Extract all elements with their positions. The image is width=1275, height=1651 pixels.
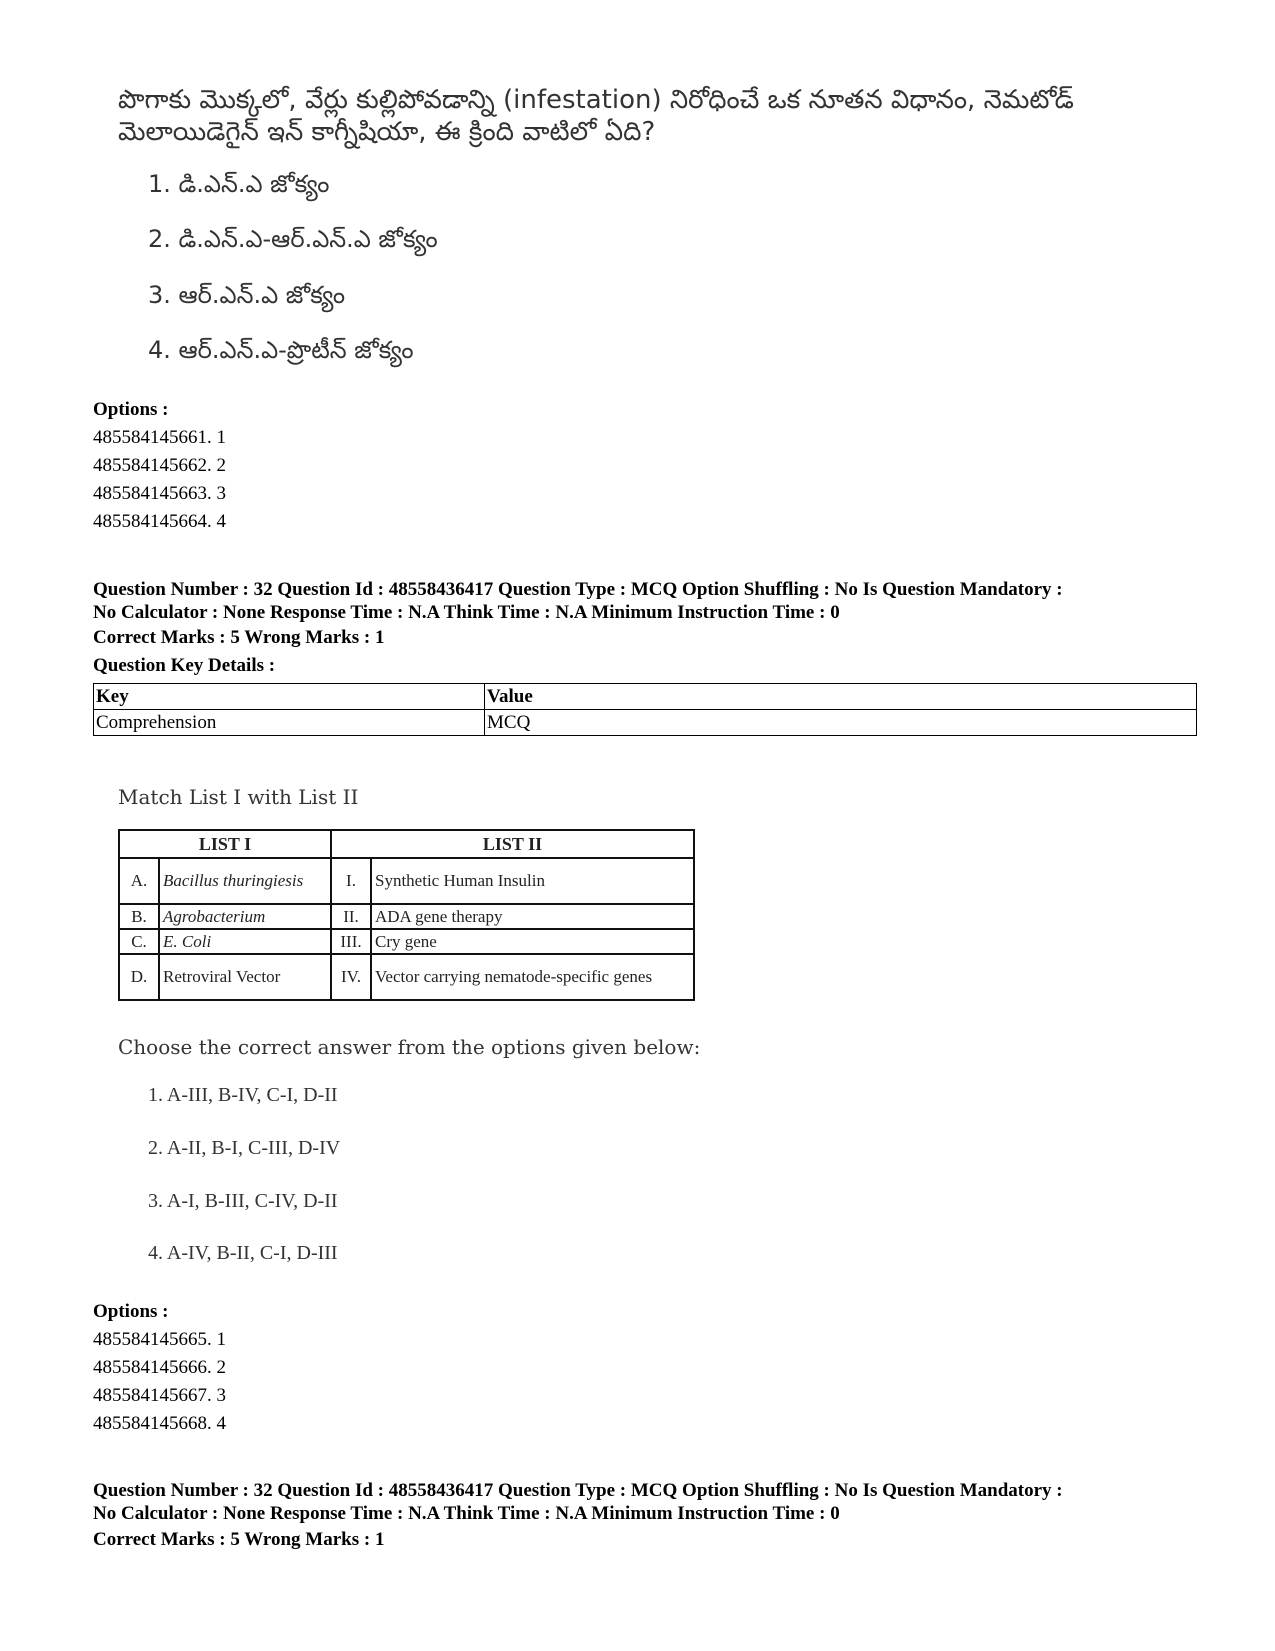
table-row [94, 710, 1197, 736]
key-details-label: Question Key Details : [93, 655, 276, 676]
key-details-table [93, 683, 1197, 736]
list-i-label: C. [119, 929, 159, 954]
table-row [119, 929, 694, 954]
list-ii-item: Synthetic Human Insulin [371, 858, 694, 904]
match-lists-table [118, 829, 695, 1001]
options-label: Options : [93, 399, 169, 420]
list-ii-label: III. [331, 929, 371, 954]
list-i-label: B. [119, 904, 159, 929]
option-id: 485584145662. 2 [93, 455, 226, 476]
question-option: 1. A-III, B-IV, C-I, D-II [148, 1084, 338, 1106]
table-header-row [94, 684, 1197, 710]
list-i-item: Retroviral Vector [159, 954, 331, 1000]
question-meta-line: No Calculator : None Response Time : N.A Think Time : N.A Minimum Instruction Time : 0 [93, 1503, 840, 1524]
question-option: 1. డి.ఎన్.ఎ జోక్యం [148, 170, 330, 198]
question-option: 2. A-II, B-I, C-III, D-IV [148, 1137, 341, 1159]
table-header-cell: Key [94, 684, 485, 710]
question-option: 3. A-I, B-III, C-IV, D-II [148, 1190, 338, 1212]
option-id: 485584145665. 1 [93, 1329, 226, 1350]
question-option: 4. ఆర్.ఎన్.ఎ-ప్రొటీన్ జోక్యం [148, 336, 414, 364]
list-i-item: E. Coli [159, 929, 331, 954]
list-ii-label: IV. [331, 954, 371, 1000]
list-ii-label: I. [331, 858, 371, 904]
match-instruction: Match List I with List II [118, 785, 359, 809]
question-stem-telugu: పొగాకు మొక్కలో, వేర్లు కుల్లిపోవడాన్ని (infestation) నిరోధించే ఒక నూతన విధానం, నెమటోడ్ మెలాయిడెగైన్ ఇన్ కాగ్నీషియా, ఈ క్రింది వాటిలో ఏది? [118, 85, 1074, 147]
list-i-item: Agrobacterium [159, 904, 331, 929]
question-meta-line: No Calculator : None Response Time : N.A Think Time : N.A Minimum Instruction Time : 0 [93, 602, 840, 623]
table-row [119, 858, 694, 904]
question-option: 4. A-IV, B-II, C-I, D-III [148, 1242, 338, 1264]
option-id: 485584145661. 1 [93, 427, 226, 448]
list-i-label: D. [119, 954, 159, 1000]
question-option: 3. ఆర్.ఎన్.ఎ జోక్యం [148, 281, 346, 309]
list-header-row [119, 830, 694, 858]
option-id: 485584145668. 4 [93, 1413, 226, 1434]
option-id: 485584145666. 2 [93, 1357, 226, 1378]
list-i-label: A. [119, 858, 159, 904]
option-id: 485584145663. 3 [93, 483, 226, 504]
list-i-item: Bacillus thuringiesis [159, 858, 331, 904]
list-i-header: LIST I [119, 830, 331, 858]
table-row [119, 954, 694, 1000]
question-option: 2. డి.ఎన్.ఎ-ఆర్.ఎన్.ఎ జోక్యం [148, 225, 438, 253]
list-ii-item: Vector carrying nematode-specific genes [371, 954, 694, 1000]
table-cell: MCQ [485, 710, 1197, 736]
option-id: 485584145667. 3 [93, 1385, 226, 1406]
choose-instruction: Choose the correct answer from the options given below: [118, 1035, 701, 1059]
table-row [119, 904, 694, 929]
list-ii-header: LIST II [331, 830, 694, 858]
question-meta-line: Question Number : 32 Question Id : 48558436417 Question Type : MCQ Option Shuffling : No Is Question Mandatory : [93, 1480, 1063, 1501]
options-label: Options : [93, 1301, 169, 1322]
list-ii-label: II. [331, 904, 371, 929]
option-id: 485584145664. 4 [93, 511, 226, 532]
table-header-cell: Value [485, 684, 1197, 710]
list-ii-item: ADA gene therapy [371, 904, 694, 929]
question-meta-line: Question Number : 32 Question Id : 48558436417 Question Type : MCQ Option Shuffling : No Is Question Mandatory : [93, 579, 1063, 600]
table-cell: Comprehension [94, 710, 485, 736]
list-ii-item: Cry gene [371, 929, 694, 954]
marks-line: Correct Marks : 5 Wrong Marks : 1 [93, 1529, 385, 1550]
marks-line: Correct Marks : 5 Wrong Marks : 1 [93, 627, 385, 648]
